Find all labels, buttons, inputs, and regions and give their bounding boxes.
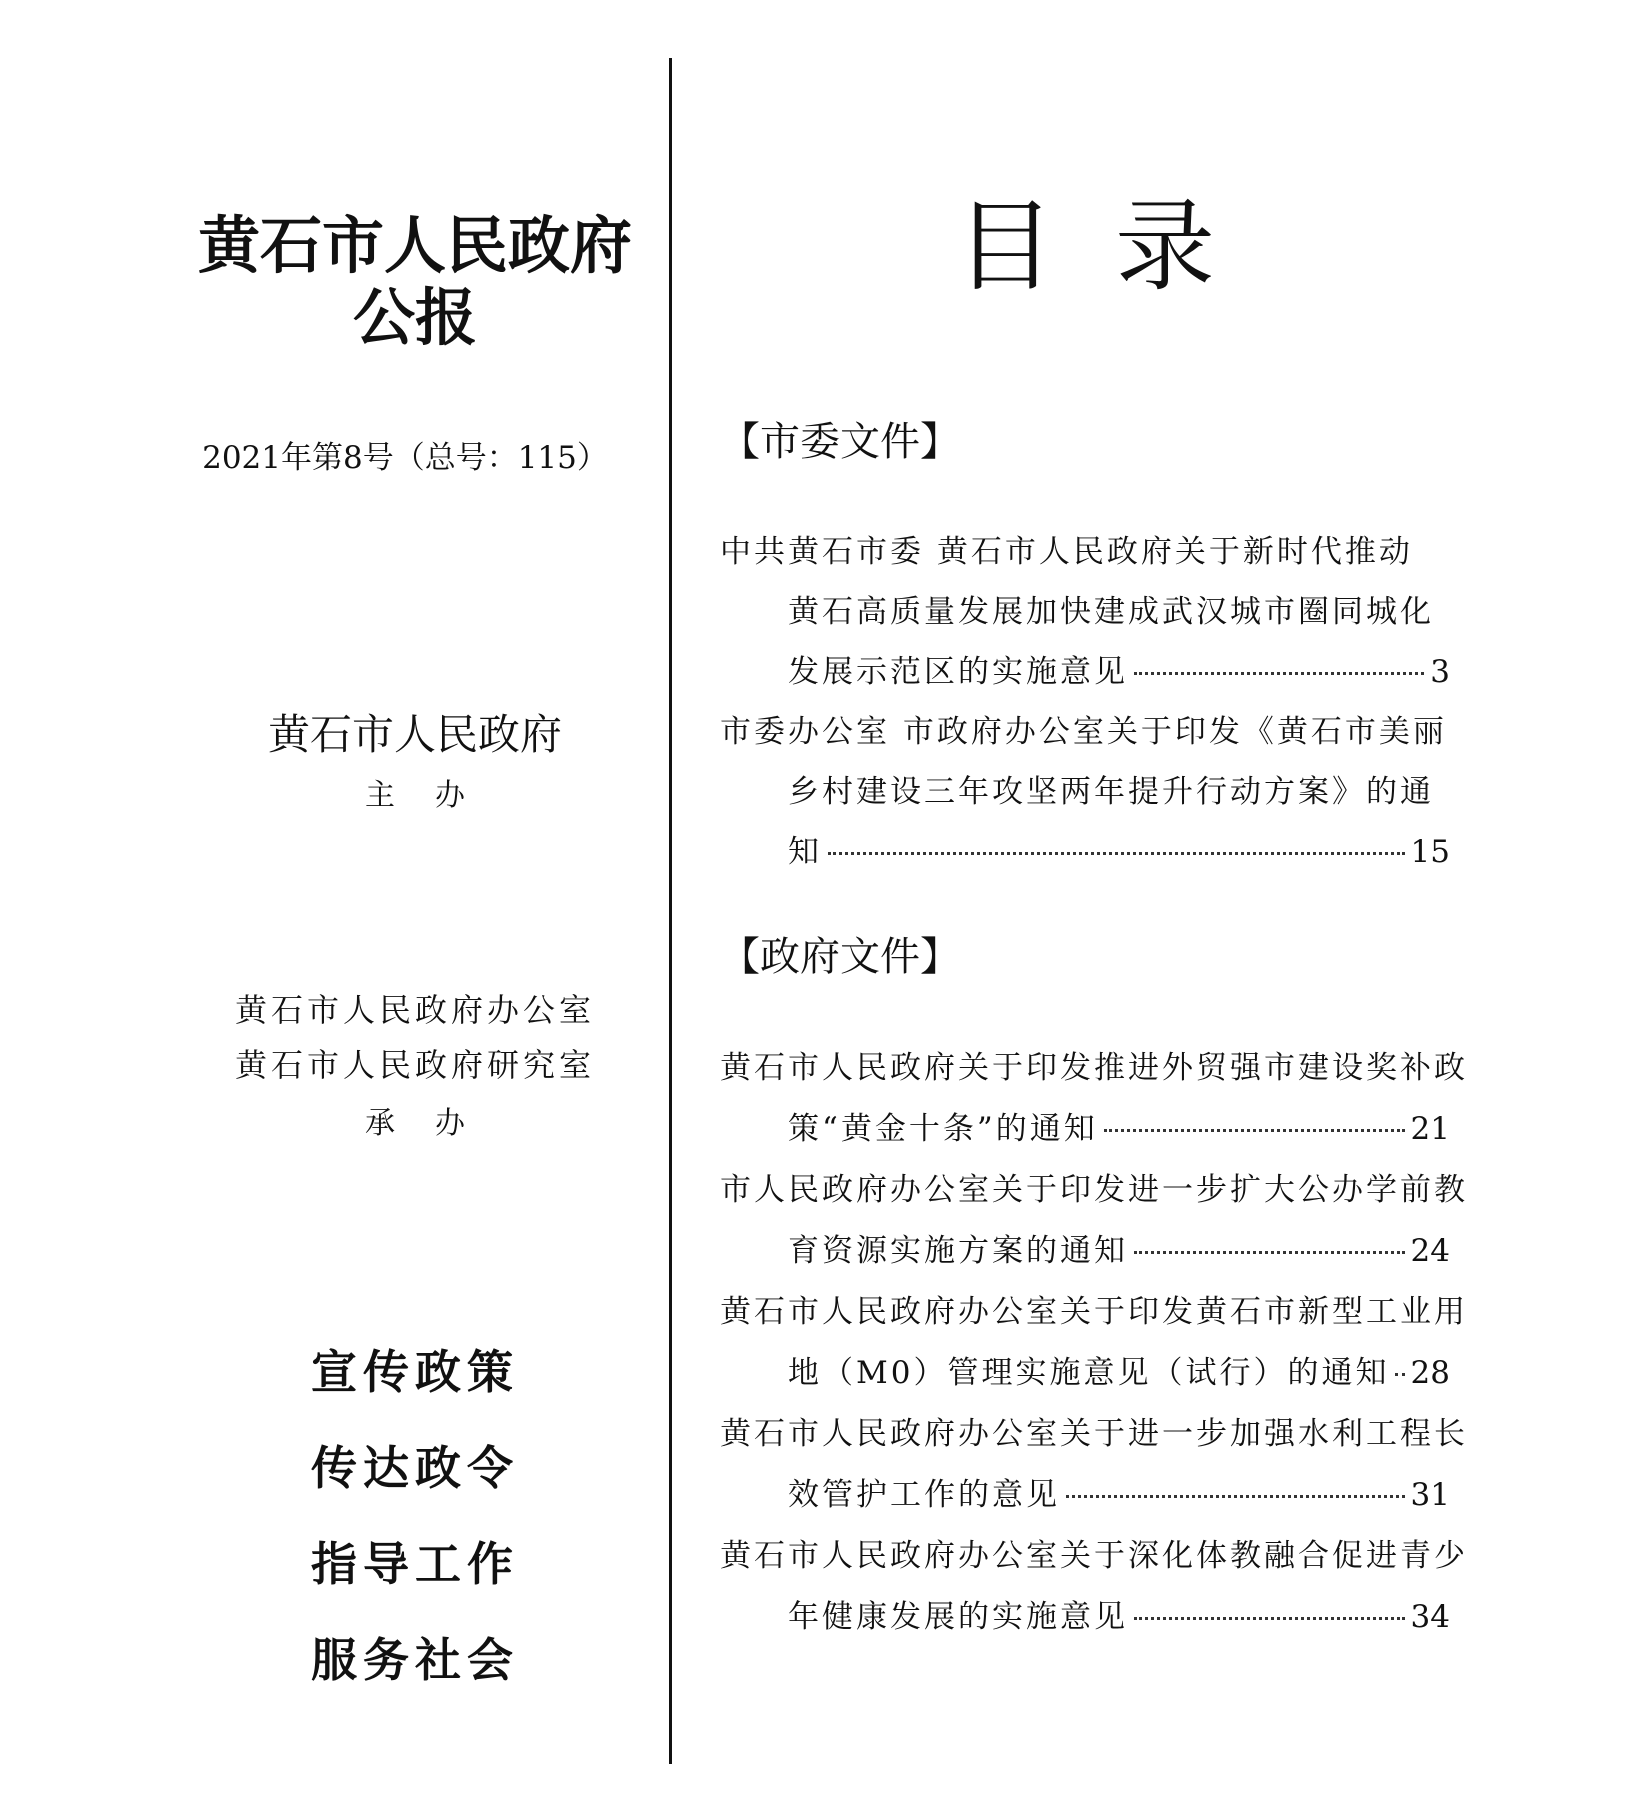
dot-leader	[1066, 1495, 1405, 1498]
gazette-title-line1: 黄石市人民政府	[197, 209, 632, 282]
issue-number: 2021年第8号（总号：115）	[202, 440, 608, 476]
page-number: 15	[1410, 834, 1450, 870]
dot-leader	[1134, 672, 1424, 675]
toc-entry-line: 乡村建设三年攻坚两年提升行动方案》的通	[788, 774, 1434, 810]
section-heading-government: 【政府文件】	[720, 934, 960, 980]
toc-entry[interactable]	[720, 1526, 1468, 1648]
toc-entry-line: 地（M0）管理实施意见（试行）的通知	[788, 1355, 1390, 1391]
toc-entry-line: 效管护工作的意见	[788, 1477, 1060, 1513]
toc-entry-line: 黄石市人民政府办公室关于印发黄石市新型工业用	[720, 1294, 1468, 1330]
slogan-4: 服务社会	[311, 1633, 519, 1687]
page-number: 28	[1410, 1355, 1450, 1391]
gazette-title-line2: 公报	[352, 281, 477, 354]
section-heading-committee: 【市委文件】	[720, 419, 960, 465]
toc-entry-line: 黄石市人民政府办公室关于深化体教融合促进青少	[720, 1538, 1468, 1574]
page-number: 34	[1410, 1599, 1450, 1635]
gazette-title	[0, 210, 830, 354]
toc-entry-line: 黄石高质量发展加快建成武汉城市圈同城化	[788, 594, 1434, 630]
dot-leader	[1104, 1129, 1405, 1132]
toc-entry-line: 市委办公室 市政府办公室关于印发《黄石市美丽	[720, 714, 1447, 750]
slogan-1: 宣传政策	[311, 1345, 519, 1399]
organizer-office: 黄石市人民政府办公室	[234, 991, 595, 1029]
toc-entry[interactable]	[720, 522, 1450, 702]
dot-leader	[1134, 1251, 1405, 1254]
toc-entry-line: 策“黄金十条”的通知	[788, 1111, 1098, 1147]
sponsor-name: 黄石市人民政府	[267, 710, 562, 759]
dot-leader	[1395, 1373, 1404, 1376]
slogan-2: 传达政令	[311, 1441, 519, 1495]
toc-entry-line: 黄石市人民政府办公室关于进一步加强水利工程长	[720, 1416, 1468, 1452]
page-number: 31	[1410, 1477, 1450, 1513]
toc-entry-line: 发展示范区的实施意见	[788, 654, 1128, 690]
dot-leader	[828, 852, 1405, 855]
organizer-role: 承办	[365, 1106, 505, 1141]
toc-entry[interactable]	[720, 1282, 1468, 1404]
toc-title: 目录	[955, 188, 1275, 305]
slogan-3: 指导工作	[311, 1537, 519, 1591]
column-divider	[669, 58, 672, 1764]
page-number: 24	[1410, 1233, 1450, 1269]
table-of-contents	[720, 0, 1580, 1793]
toc-entry-line: 知	[788, 834, 822, 870]
toc-entry-line: 育资源实施方案的通知	[788, 1233, 1128, 1269]
toc-entry[interactable]	[720, 1038, 1468, 1160]
toc-entry[interactable]	[720, 1160, 1468, 1282]
organizer-research: 黄石市人民政府研究室	[234, 1046, 595, 1084]
page-number: 3	[1430, 654, 1450, 690]
toc-entry-line: 黄石市人民政府关于印发推进外贸强市建设奖补政	[720, 1050, 1468, 1086]
toc-entry-line: 中共黄石市委 黄石市人民政府关于新时代推动	[720, 534, 1413, 570]
toc-entry[interactable]	[720, 702, 1450, 882]
page-number: 21	[1410, 1111, 1450, 1147]
toc-entry-line: 市人民政府办公室关于印发进一步扩大公办学前教	[720, 1172, 1468, 1208]
toc-entry-line: 年健康发展的实施意见	[788, 1599, 1128, 1635]
cover-column	[0, 0, 670, 1793]
dot-leader	[1134, 1617, 1405, 1620]
toc-entry[interactable]	[720, 1404, 1468, 1526]
sponsor-role: 主办	[365, 778, 505, 813]
